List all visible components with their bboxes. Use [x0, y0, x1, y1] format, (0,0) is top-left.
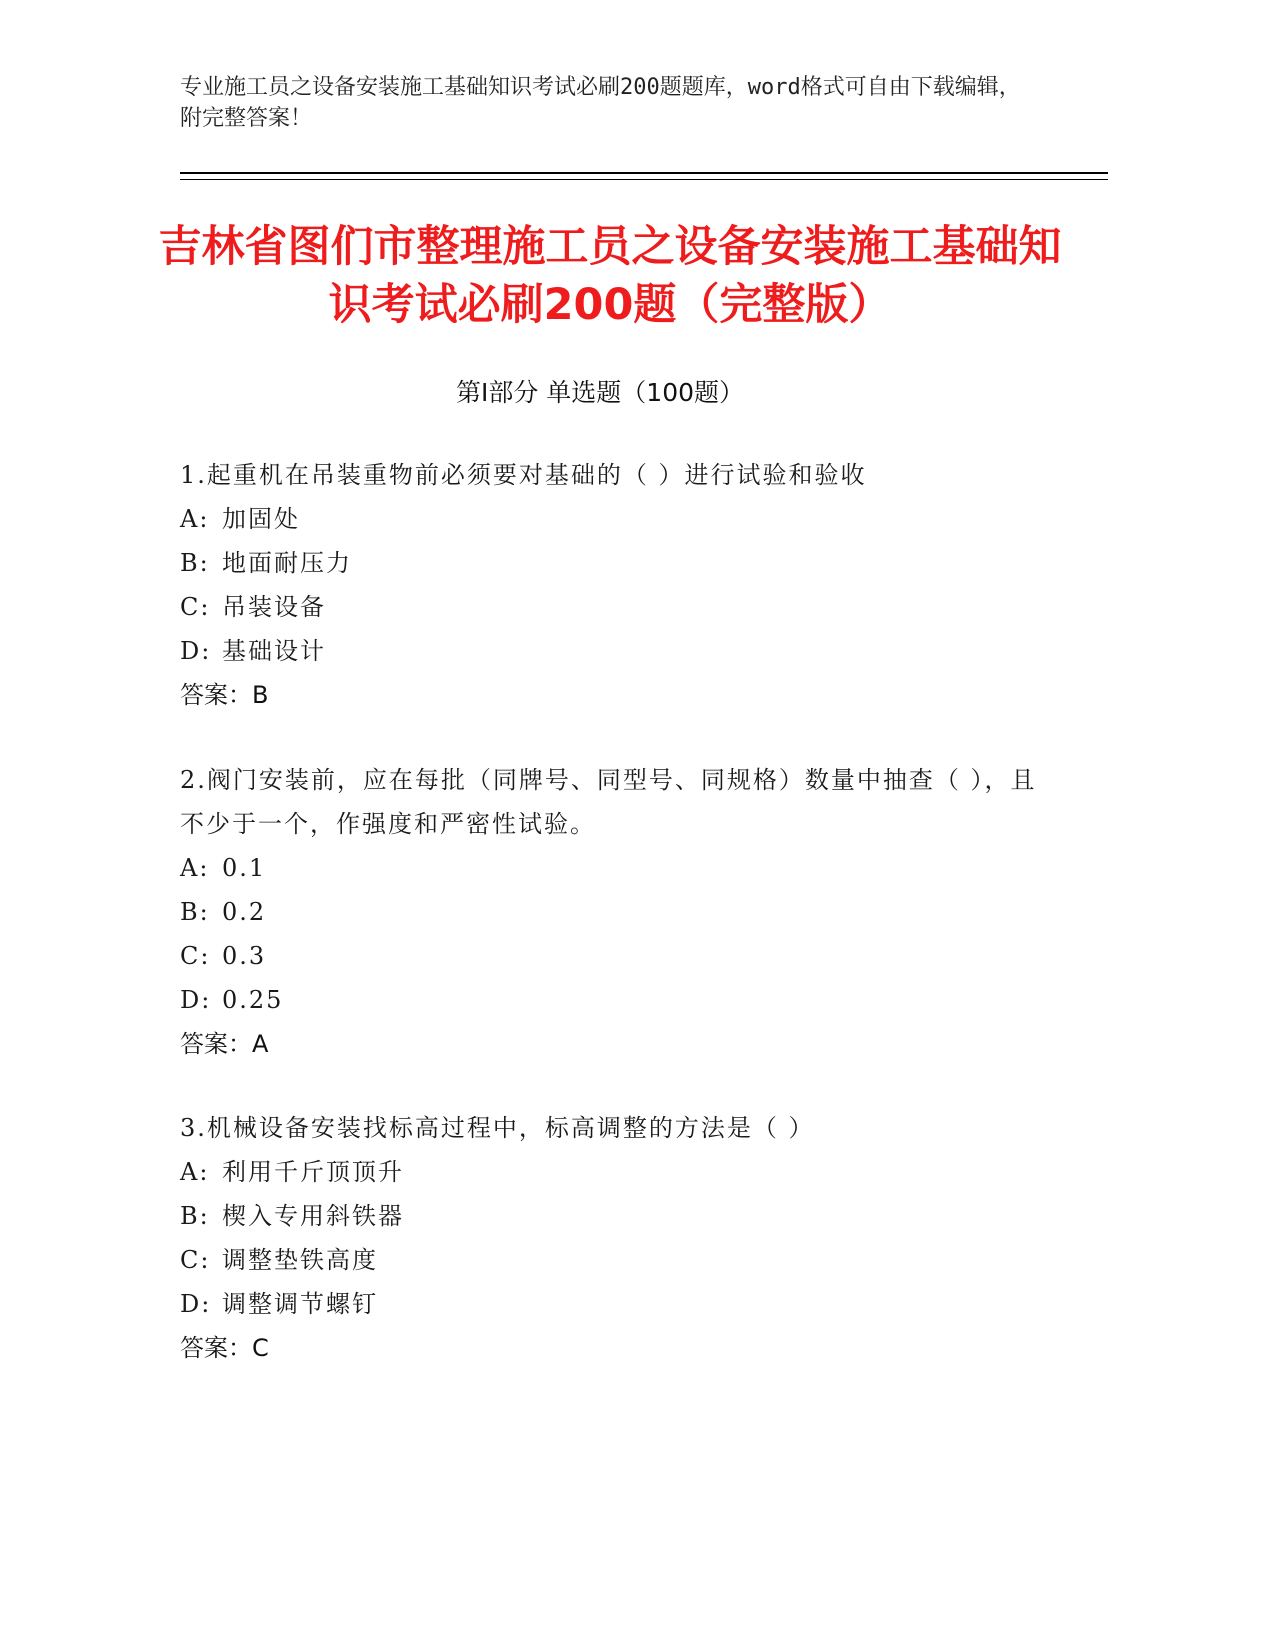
- option-text: 加固处: [222, 505, 300, 533]
- option-a: [180, 497, 1060, 541]
- option-b: [180, 541, 1060, 585]
- option-text: 基础设计: [222, 637, 326, 665]
- option-a: [180, 1150, 1060, 1194]
- option-b: [180, 1194, 1060, 1238]
- option-text: 0.3: [222, 942, 267, 970]
- option-text: 地面耐压力: [222, 549, 352, 577]
- header-note: 专业施工员之设备安装施工基础知识考试必刷200题题库，word格式可自由下载编辑，附完整答案！: [180, 75, 1021, 131]
- answer: 答案：B: [180, 681, 269, 709]
- question-stem: 2.阀门安装前，应在每批（同牌号、同型号、同规格）数量中抽查（ ），且不少于一个，作强度和严密性试验。: [180, 766, 1037, 838]
- document-title: 吉林省图们市整理施工员之设备安装施工基础知识考试必刷200题（完整版）: [158, 222, 1062, 330]
- option-d: [180, 978, 1060, 1022]
- answer: 答案：A: [180, 1030, 269, 1058]
- option-label: A:: [180, 505, 210, 533]
- header-divider-thick: [180, 172, 1108, 174]
- option-text: 利用千斤顶顶升: [222, 1158, 404, 1186]
- option-text: 0.25: [222, 986, 284, 1014]
- option-c: [180, 585, 1060, 629]
- option-label: B:: [180, 549, 210, 577]
- header-divider-thin: [180, 179, 1108, 180]
- option-label: D:: [180, 637, 212, 665]
- option-label: A:: [180, 854, 210, 882]
- option-text: 调整调节螺钉: [222, 1290, 378, 1318]
- option-text: 0.1: [222, 854, 267, 882]
- option-label: B:: [180, 898, 210, 926]
- option-label: C:: [180, 593, 211, 621]
- option-d: [180, 629, 1060, 673]
- option-d: [180, 1282, 1060, 1326]
- option-a: [180, 846, 1060, 890]
- option-c: [180, 934, 1060, 978]
- option-text: 吊装设备: [222, 593, 326, 621]
- option-label: A:: [180, 1158, 210, 1186]
- question-3: [180, 1106, 1060, 1370]
- option-c: [180, 1238, 1060, 1282]
- section-title: 第Ⅰ部分 单选题（100题）: [455, 378, 745, 407]
- option-text: 调整垫铁高度: [222, 1246, 378, 1274]
- option-text: 楔入专用斜铁器: [222, 1202, 404, 1230]
- option-label: B:: [180, 1202, 210, 1230]
- option-label: D:: [180, 986, 212, 1014]
- question-stem: 1.起重机在吊装重物前必须要对基础的（ ）进行试验和验收: [180, 461, 867, 489]
- question-2: [180, 758, 1060, 1066]
- option-label: C:: [180, 1246, 211, 1274]
- option-label: D:: [180, 1290, 212, 1318]
- question-1: [180, 453, 1060, 717]
- option-label: C:: [180, 942, 211, 970]
- question-stem: 3.机械设备安装找标高过程中，标高调整的方法是（ ）: [180, 1114, 815, 1142]
- option-b: [180, 890, 1060, 934]
- answer: 答案：C: [180, 1334, 269, 1362]
- option-text: 0.2: [222, 898, 267, 926]
